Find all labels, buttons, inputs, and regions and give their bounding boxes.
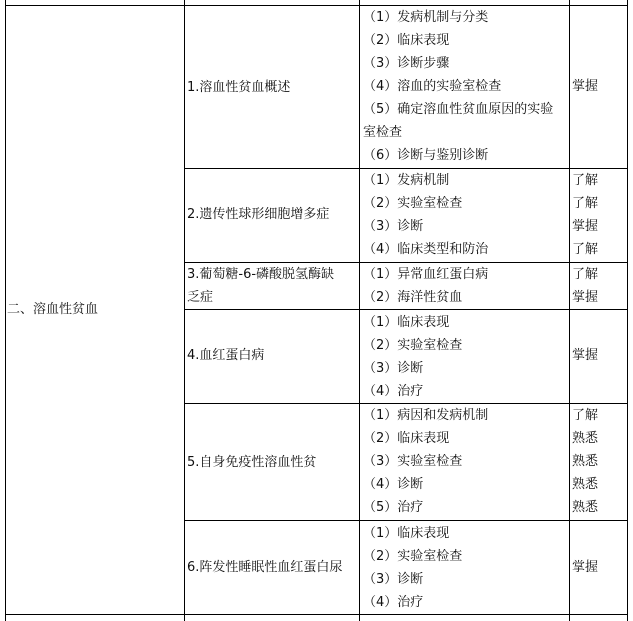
topic-title: 4.血红蛋白病 bbox=[187, 348, 265, 363]
subtopic: （4）治疗 bbox=[363, 384, 424, 399]
mastery-level: 了解 bbox=[572, 408, 599, 423]
subtopic: （1）病因和发病机制 bbox=[363, 408, 489, 423]
row-divider-3 bbox=[184, 309, 628, 310]
subtopic: （1）临床表现 bbox=[363, 526, 450, 541]
row-divider-5 bbox=[184, 520, 628, 521]
mastery-level: 了解 bbox=[572, 267, 599, 282]
row-border-bottom bbox=[5, 614, 628, 615]
column-divider-1 bbox=[184, 0, 185, 621]
subtopic: （1）发病机制 bbox=[363, 173, 450, 188]
subtopic: （3）诊断步骤 bbox=[363, 56, 450, 71]
subtopic: （6）诊断与鉴别诊断 bbox=[363, 148, 489, 163]
subtopic: （2）实验室检查 bbox=[363, 549, 463, 564]
mastery-level: 掌握 bbox=[572, 348, 599, 363]
mastery-level: 熟悉 bbox=[572, 454, 599, 469]
column-divider-2 bbox=[359, 0, 360, 621]
category-cell: 二、溶血性贫血 bbox=[7, 302, 99, 317]
subtopic: （5）确定溶血性贫血原因的实验 bbox=[363, 102, 554, 117]
subtopic: （2）实验室检查 bbox=[363, 338, 463, 353]
topic-title-cont: 乏症 bbox=[187, 290, 214, 305]
subtopic: （3）实验室检查 bbox=[363, 454, 463, 469]
mastery-level: 掌握 bbox=[572, 290, 599, 305]
mastery-level: 熟悉 bbox=[572, 431, 599, 446]
subtopic: （2）实验室检查 bbox=[363, 196, 463, 211]
subtopic: （3）诊断 bbox=[363, 219, 424, 234]
mastery-level: 熟悉 bbox=[572, 500, 599, 515]
subtopic: （4）诊断 bbox=[363, 477, 424, 492]
row-border-top bbox=[5, 5, 628, 6]
subtopic: （4）溶血的实验室检查 bbox=[363, 79, 502, 94]
subtopic: （1）发病机制与分类 bbox=[363, 10, 489, 25]
subtopic: （5）治疗 bbox=[363, 500, 424, 515]
topic-title: 5.自身免疫性溶血性贫 bbox=[187, 455, 317, 470]
subtopic: （4）临床类型和防治 bbox=[363, 242, 489, 257]
subtopic: （4）治疗 bbox=[363, 595, 424, 610]
subtopic: （1）临床表现 bbox=[363, 315, 450, 330]
subtopic: （2）临床表现 bbox=[363, 33, 450, 48]
subtopic: （1）异常血红蛋白病 bbox=[363, 267, 489, 282]
subtopic: （2）海洋性贫血 bbox=[363, 290, 463, 305]
subtopic-cont: 室检查 bbox=[363, 125, 403, 140]
table-border-left bbox=[5, 0, 6, 621]
mastery-level: 了解 bbox=[572, 242, 599, 257]
mastery-level: 熟悉 bbox=[572, 477, 599, 492]
topic-title: 6.阵发性睡眠性血红蛋白尿 bbox=[187, 560, 343, 575]
mastery-level: 了解 bbox=[572, 173, 599, 188]
column-divider-3 bbox=[569, 0, 570, 621]
subtopic: （3）诊断 bbox=[363, 361, 424, 376]
subtopic: （3）诊断 bbox=[363, 572, 424, 587]
subtopic: （2）临床表现 bbox=[363, 431, 450, 446]
topic-title: 3.葡萄糖-6-磷酸脱氢酶缺 bbox=[187, 267, 335, 282]
topic-title: 2.遗传性球形细胞增多症 bbox=[187, 207, 330, 222]
mastery-level: 掌握 bbox=[572, 219, 599, 234]
mastery-level: 掌握 bbox=[572, 79, 599, 94]
mastery-level: 掌握 bbox=[572, 560, 599, 575]
topic-title: 1.溶血性贫血概述 bbox=[187, 80, 291, 95]
table-border-right bbox=[627, 0, 628, 621]
mastery-level: 了解 bbox=[572, 196, 599, 211]
